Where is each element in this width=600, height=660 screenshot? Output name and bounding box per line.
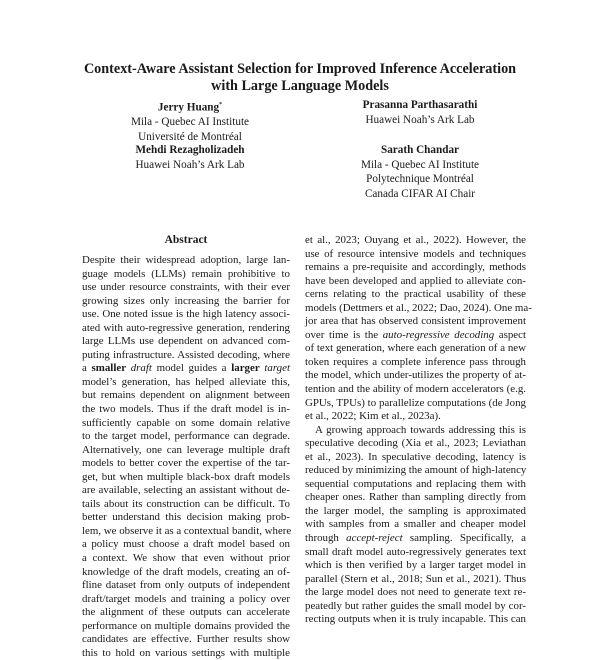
- text-line: speculative decoding (Xia et al., 2023; Leviathan: [305, 437, 526, 450]
- text-line: the two models. Thus if the draft model is in-: [82, 403, 290, 416]
- title-line: with Large Language Models: [211, 78, 389, 94]
- text-line: token requires a complete inference pass through: [305, 355, 526, 368]
- text-line: use under resource constraints, with their ever: [82, 281, 290, 294]
- text-line: better understand this decision making prob-: [82, 511, 290, 524]
- text-segment: over time is the: [305, 328, 383, 341]
- text-line: [305, 329, 526, 343]
- italic-text: accept-reject: [346, 532, 403, 545]
- text-line: [82, 362, 290, 376]
- text-line: the model, which under-utilizes the property of at-: [305, 369, 526, 382]
- author-name: Mehdi Rezagholizadeh: [135, 144, 245, 156]
- footnote-mark: *: [219, 102, 223, 108]
- text-line: et al., 2023). In speculative decoding, latency is: [305, 450, 526, 463]
- text-line: knowledge of the draft models, creating an of-: [82, 565, 290, 578]
- paper-title: [0, 61, 600, 95]
- text-line: performance on multiple domains provided the: [82, 619, 290, 632]
- text-line: get, but when multiple black-box draft models: [82, 470, 290, 483]
- text-line: use of resource intensive models and techniques: [305, 247, 526, 260]
- text-line: the large model does not need to generate text re-: [305, 586, 526, 599]
- text-line: a policy must choose a draft model based on: [82, 538, 290, 551]
- text-line: are available, selecting an assistant without de-: [82, 484, 290, 497]
- author-name: Prasanna Parthasarathi: [362, 99, 478, 111]
- text-line: puting infrastructure. Assisted decoding, where: [82, 348, 290, 361]
- text-line: with samples from a smaller and cheaper model: [305, 518, 526, 531]
- text-line: have been developed and applied to alleviate con-: [305, 274, 526, 287]
- author-affiliation: Mila - Quebec AI Institute: [360, 158, 480, 171]
- author-affiliation: Mila - Quebec AI Institute: [130, 116, 250, 129]
- text-line: which is then verified by a larger target model in: [305, 559, 526, 572]
- text-line: jor area that has observed consistent improvement: [305, 315, 526, 328]
- title-line: Context-Aware Assistant Selection for Improved Inference Acceleration: [83, 61, 517, 77]
- text-line: GPUs, TPUs) to parallelize computations (de Jong: [305, 396, 526, 409]
- text-line: Alternatively, one can leverage multiple draft: [82, 443, 290, 456]
- text-line: peatedly but rather guides the small model by cor-: [305, 599, 526, 612]
- text-line: large LLMs use dependent on advanced com-: [82, 335, 290, 348]
- text-line: growing sizes only increasing the barrier for: [82, 294, 290, 307]
- abstract-body: [82, 254, 290, 660]
- italic-text: target: [264, 362, 290, 375]
- text-line: tails about its construction can be difficult. To: [82, 497, 290, 510]
- author-block: [320, 98, 520, 127]
- author-affiliation: Huawei Noah’s Ark Lab: [365, 113, 475, 126]
- text-line: et al., 2022; Kim et al., 2023a).: [305, 410, 441, 423]
- text-line: models (Dettmers et al., 2022; Dao, 2024). One ma-: [305, 301, 532, 314]
- author-name-text: Jerry Huang: [157, 101, 220, 114]
- text-line: the larger model, the sampling is approximated: [305, 504, 526, 517]
- text-line: [305, 532, 526, 546]
- text-line: parallel (Stern et al., 2018; Sun et al., 2021). Thus: [305, 572, 526, 585]
- author-name: Sarath Chandar: [380, 144, 460, 156]
- bold-text: smaller: [91, 362, 127, 375]
- bold-text: larger: [231, 362, 260, 375]
- text-line: A growing approach towards addressing this is: [315, 423, 526, 436]
- text-line: of text generation, where each generation of a new: [305, 342, 526, 355]
- text-line: candidates are effective. Further results show: [82, 633, 290, 646]
- text-line: recting outputs when it is truly incapable. This can: [305, 613, 526, 626]
- text-line: a context. We show that even without prior: [82, 552, 290, 565]
- text-line: sufficiently capable on some domain relative: [82, 416, 290, 429]
- text-line: use. One noted issue is the high latency associ-: [82, 308, 290, 321]
- author-block: [320, 143, 520, 201]
- text-line: ated with auto-regressive generation, rendering: [82, 321, 290, 334]
- author-affiliation: Université de Montréal: [138, 130, 242, 143]
- author-affiliation: Polytechnique Montréal: [366, 173, 474, 186]
- italic-text: draft: [130, 362, 152, 375]
- text-segment: a: [82, 362, 92, 375]
- text-segment: aspect: [494, 328, 526, 341]
- text-line: but remains dependent on alignment between: [82, 389, 290, 402]
- text-line: tention and the ability of modern accelerators (e.g.: [305, 383, 526, 396]
- text-line: cerns relating to the practical usability of these: [305, 288, 526, 301]
- text-line: draft/target models and training a policy over: [82, 592, 290, 605]
- text-line: remains a pre-requisite and accordingly, methods: [305, 261, 526, 274]
- text-line: et al., 2023; Ouyang et al., 2022). However, the: [305, 234, 526, 246]
- author-affiliation: Canada CIFAR AI Chair: [364, 187, 476, 200]
- author-block: [100, 98, 280, 145]
- author-affiliation: Huawei Noah’s Ark Lab: [135, 158, 245, 171]
- author-name: [100, 98, 280, 115]
- italic-text: auto-regressive decoding: [382, 328, 495, 341]
- text-line: models to better cover the expertise of the tar-: [82, 457, 290, 470]
- text-line: fline dataset from only outputs of independent: [82, 579, 290, 592]
- introduction-body: [305, 234, 532, 627]
- abstract-heading: Abstract: [164, 234, 208, 246]
- text-line: the alignment of these outputs can accelerate: [82, 606, 290, 619]
- text-line: guage models (LLMs) remain prohibitive to: [82, 267, 290, 280]
- author-block: [100, 143, 280, 172]
- text-line: this to hold on various settings with multiple: [82, 646, 290, 659]
- text-line: cheaper ones. Rather than sampling directly from: [305, 491, 526, 504]
- text-segment: model guides a: [151, 362, 232, 375]
- text-line: model’s generation, has helped alleviate this,: [82, 375, 290, 388]
- text-segment: sampling. Specifically, a: [402, 532, 526, 545]
- text-line: lem, we observe it as a contextual bandit, where: [82, 524, 292, 537]
- text-segment: through: [305, 532, 347, 545]
- text-line: small draft model auto-regressively generates text: [305, 545, 526, 558]
- text-line: Despite their widespread adoption, large lan-: [82, 254, 290, 266]
- text-line: to the target model, performance can degrade.: [82, 430, 290, 443]
- text-line: reduced by minimizing the amount of high-latency: [305, 464, 527, 477]
- text-line: sequential computations and replacing them with: [305, 477, 526, 490]
